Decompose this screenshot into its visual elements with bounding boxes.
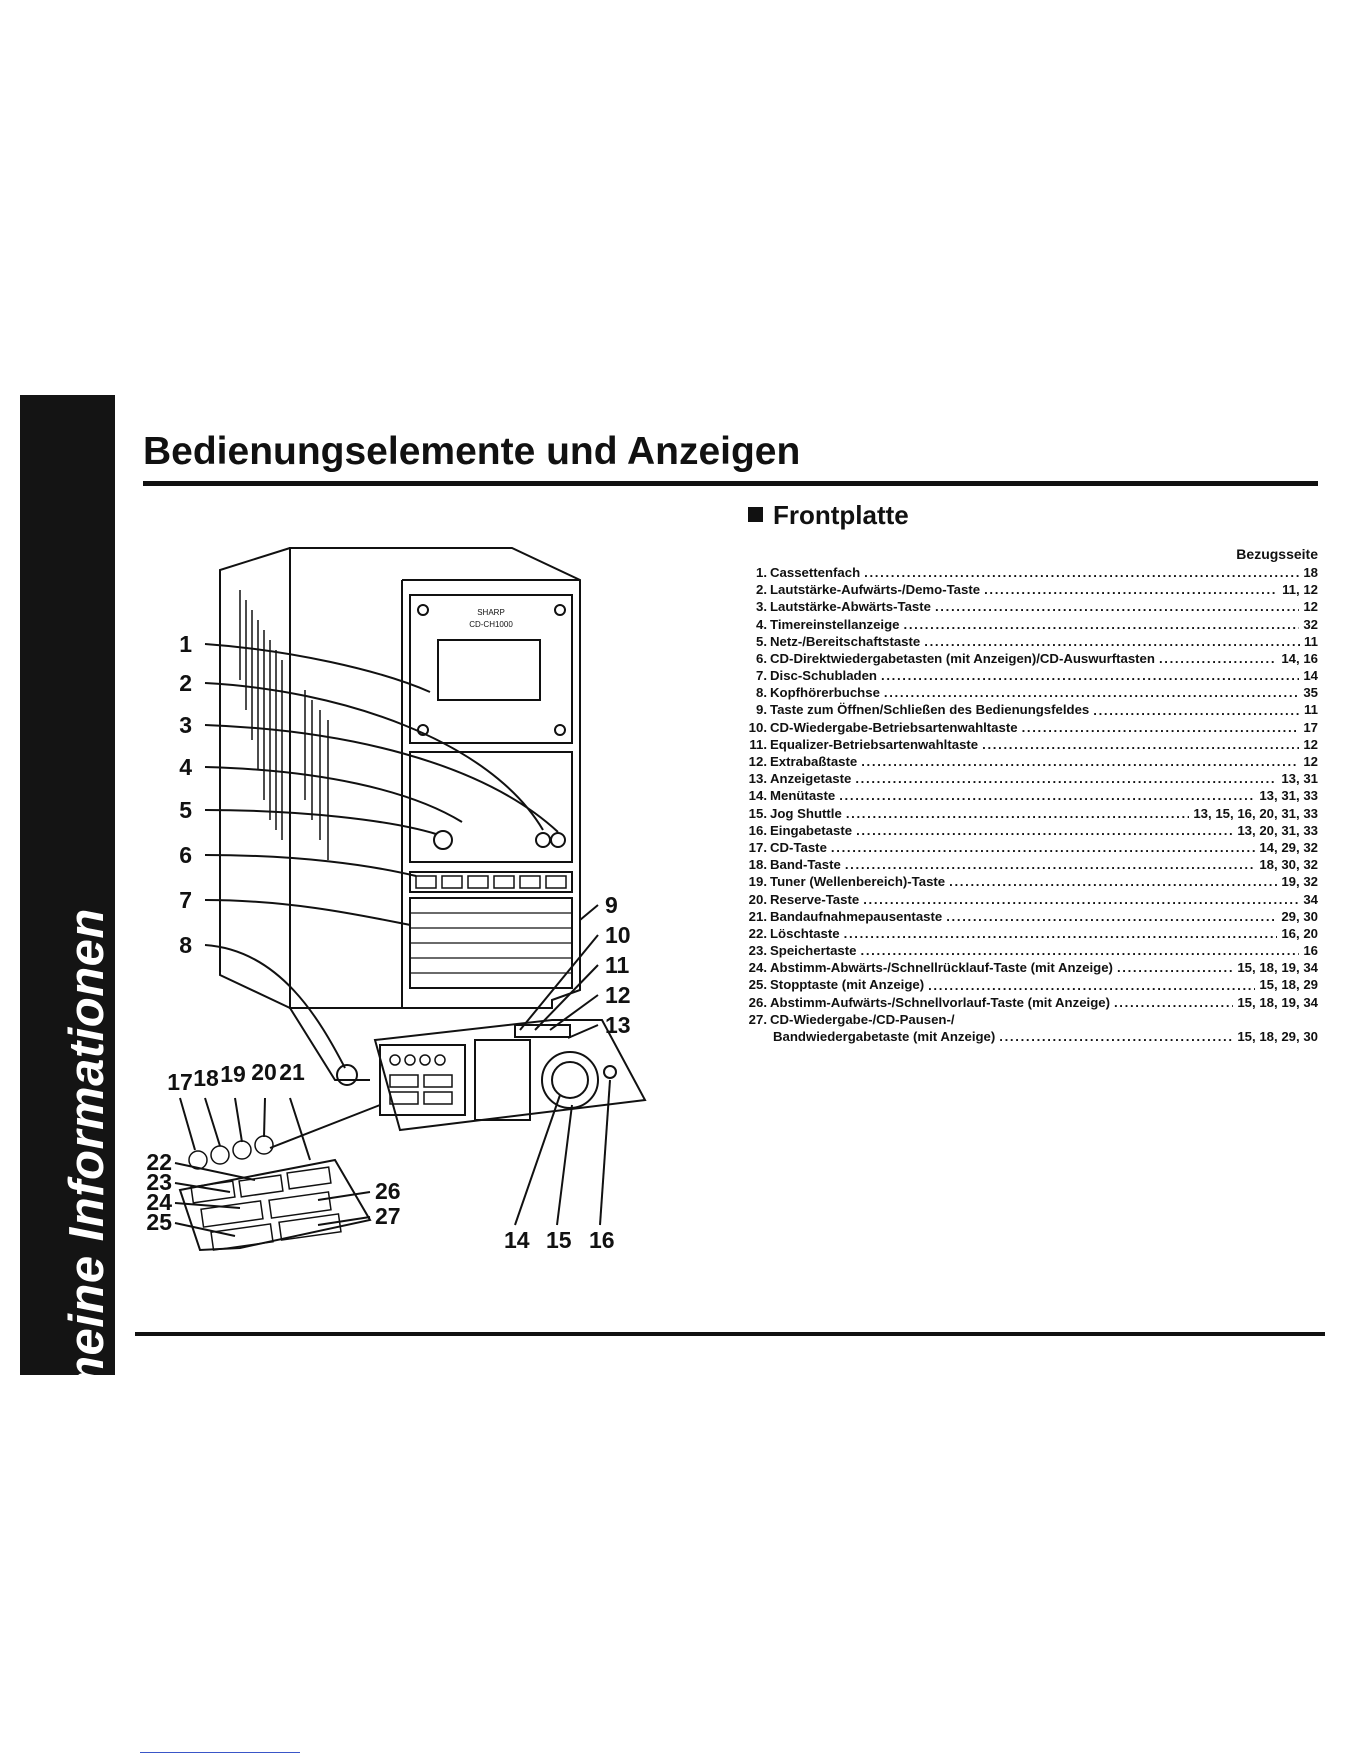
- item-label: Netz-/Bereitschaftstaste: [770, 633, 921, 649]
- dot-leader: [928, 977, 1255, 994]
- control-list-item: [748, 633, 1318, 650]
- item-pages: 12: [1303, 754, 1318, 770]
- dot-leader: [845, 856, 1255, 873]
- item-number: 15.: [748, 805, 767, 821]
- dot-leader: [924, 633, 1300, 650]
- callout-16: 16: [589, 1227, 615, 1253]
- callout-4: 4: [179, 754, 192, 780]
- item-number: 6.: [756, 650, 767, 666]
- item-label: Abstimm-Abwärts-/Schnellrücklauf-Taste (mit Anzeige): [770, 960, 1113, 976]
- control-list-item: [748, 616, 1318, 633]
- item-pages: 12: [1303, 599, 1318, 615]
- control-list-item: [748, 994, 1318, 1011]
- display-window: [438, 640, 540, 700]
- dot-leader: [846, 805, 1190, 822]
- item-label: Lautstärke-Abwärts-Taste: [770, 599, 931, 615]
- dot-leader: [904, 616, 1300, 633]
- item-label: Reserve-Taste: [770, 891, 860, 907]
- item-label: Menütaste: [770, 788, 836, 804]
- item-number: 1.: [756, 564, 767, 580]
- callout-3: 3: [179, 712, 192, 738]
- callout-23: 23: [146, 1169, 172, 1195]
- item-pages: 11: [1304, 633, 1318, 649]
- control-list-item: [748, 753, 1318, 770]
- section-title: [748, 500, 909, 531]
- item-pages: 15, 18, 29, 30: [1237, 1029, 1318, 1045]
- item-label: Jog Shuttle: [770, 805, 842, 821]
- item-number: 9.: [756, 702, 767, 718]
- callout-26: 26: [375, 1178, 401, 1204]
- item-pages: 13, 20, 31, 33: [1237, 822, 1318, 838]
- control-list-item: [748, 770, 1318, 787]
- item-label: Timereinstellanzeige: [770, 616, 900, 632]
- dot-leader: [856, 822, 1233, 839]
- item-number: 17.: [748, 839, 767, 855]
- item-pages: 13, 31: [1281, 771, 1318, 787]
- callout-11: 11: [605, 952, 630, 978]
- controls-list: [748, 564, 1318, 1045]
- cassette-panel: [410, 595, 572, 743]
- power-button: [434, 831, 452, 849]
- item-label: Bandaufnahmepausentaste: [770, 908, 943, 924]
- dot-leader: [855, 770, 1277, 787]
- item-pages: 18: [1303, 564, 1318, 580]
- control-list-item: [748, 684, 1318, 701]
- item-pages: 19, 32: [1281, 874, 1318, 890]
- item-label: Tuner (Wellenbereich)-Taste: [770, 874, 946, 890]
- dot-leader: [1093, 702, 1300, 719]
- item-label: Cassettenfach: [770, 564, 861, 580]
- item-number: 21.: [748, 908, 767, 924]
- control-list-item: [748, 805, 1318, 822]
- item-number: 14.: [748, 788, 767, 804]
- callout-24: 24: [146, 1189, 172, 1215]
- dot-leader: [861, 942, 1300, 959]
- control-list-item: [748, 1011, 1318, 1028]
- control-list-item: [748, 873, 1318, 890]
- control-list-item: [748, 787, 1318, 804]
- item-pages: 16, 20: [1281, 925, 1318, 941]
- dot-leader: [935, 598, 1299, 615]
- item-pages: 14, 16: [1281, 650, 1318, 666]
- item-pages: 15, 18, 19, 34: [1237, 960, 1318, 976]
- reference-page-header: Bezugsseite: [1236, 546, 1318, 562]
- callout-9: 9: [605, 892, 618, 918]
- dot-leader: [949, 873, 1277, 890]
- callout-7: 7: [179, 887, 192, 913]
- control-list-item: [748, 736, 1318, 753]
- item-label: Taste zum Öffnen/Schließen des Bedienungsfeldes: [770, 702, 1090, 718]
- callout-20: 20: [251, 1059, 277, 1085]
- control-list-item: [748, 925, 1318, 942]
- item-number: 13.: [748, 771, 767, 787]
- dot-leader: [884, 684, 1299, 701]
- control-list-item: [748, 719, 1318, 736]
- item-pages: 11, 12: [1282, 582, 1318, 598]
- control-list-item: [748, 598, 1318, 615]
- callout-2: 2: [179, 670, 192, 696]
- callout-13: 13: [605, 1012, 631, 1038]
- item-label: Extrabaßtaste: [770, 754, 858, 770]
- title-rule: [143, 481, 1318, 486]
- callout-14: 14: [504, 1227, 530, 1253]
- callout-10: 10: [605, 922, 631, 948]
- item-number: 19.: [748, 874, 767, 890]
- item-number: 12.: [748, 754, 767, 770]
- item-number: 10.: [748, 719, 767, 735]
- dot-leader: [881, 667, 1299, 684]
- dot-leader: [984, 581, 1278, 598]
- item-label: Eingabetaste: [770, 822, 853, 838]
- callout-6: 6: [179, 842, 192, 868]
- control-list-item: [748, 564, 1318, 581]
- item-number: 4.: [756, 616, 767, 632]
- item-number: 22.: [748, 925, 767, 941]
- tower-side: [220, 548, 290, 1008]
- callout-5: 5: [179, 797, 192, 823]
- item-pages: 14, 29, 32: [1259, 839, 1318, 855]
- dot-leader: [999, 1028, 1233, 1045]
- item-number: 24.: [748, 960, 767, 976]
- dot-leader: [946, 908, 1277, 925]
- item-label: Löschtaste: [770, 925, 840, 941]
- dot-leader: [959, 1011, 1314, 1028]
- item-pages: 18, 30, 32: [1259, 857, 1318, 873]
- item-label: CD-Direktwiedergabetasten (mit Anzeigen)/CD-Auswurftasten: [770, 650, 1155, 666]
- item-label: Band-Taste: [770, 857, 841, 873]
- callout-15: 15: [546, 1227, 572, 1253]
- callout-12: 12: [605, 982, 631, 1008]
- item-number: 20.: [748, 891, 767, 907]
- page-title: Bedienungselemente und Anzeigen: [143, 430, 801, 473]
- item-pages: 16: [1303, 943, 1318, 959]
- item-pages: 17: [1303, 719, 1318, 735]
- item-pages: 29, 30: [1281, 908, 1318, 924]
- item-number: 26.: [748, 994, 767, 1010]
- dot-leader: [861, 753, 1299, 770]
- dot-leader: [831, 839, 1255, 856]
- control-list-item: [748, 856, 1318, 873]
- control-list-item: [748, 702, 1318, 719]
- dot-leader: [1159, 650, 1277, 667]
- item-label: Anzeigetaste: [770, 771, 852, 787]
- sidebar-band: [20, 395, 115, 1717]
- control-list-item: [748, 839, 1318, 856]
- dot-leader: [1022, 719, 1300, 736]
- item-pages: 11: [1304, 702, 1318, 718]
- page-number: D-4: [60, 1695, 93, 1717]
- cd-button-row: [410, 872, 572, 892]
- item-number: 5.: [756, 633, 767, 649]
- item-number: 23.: [748, 943, 767, 959]
- control-list-item: [748, 667, 1318, 684]
- item-number: 2.: [756, 582, 767, 598]
- dot-leader: [864, 564, 1299, 581]
- control-list-item: [748, 942, 1318, 959]
- section-title-text: Frontplatte: [773, 500, 909, 530]
- item-pages: 13, 15, 16, 20, 31, 33: [1193, 805, 1318, 821]
- callout-8: 8: [179, 932, 192, 958]
- dot-leader: [982, 736, 1299, 753]
- control-list-item: [748, 908, 1318, 925]
- item-label: Equalizer-Betriebsartenwahltaste: [770, 736, 979, 752]
- callout-27: 27: [375, 1203, 401, 1229]
- item-number: 3.: [756, 599, 767, 615]
- item-label: Kopfhörerbuchse: [770, 685, 880, 701]
- control-list-item: [748, 822, 1318, 839]
- item-number: 25.: [748, 977, 767, 993]
- item-pages: 13, 31, 33: [1259, 788, 1318, 804]
- dot-leader: [863, 891, 1299, 908]
- footer-blue-rule: [140, 1752, 300, 1753]
- item-number: 27.: [748, 1011, 767, 1027]
- device-brand-label: SHARP: [477, 608, 505, 617]
- item-label: Lautstärke-Aufwärts-/Demo-Taste: [770, 582, 981, 598]
- headphone-jack: [337, 1065, 357, 1085]
- item-pages: 14: [1303, 668, 1318, 684]
- sidebar-section-label: Allgemeine Informationen: [60, 908, 114, 1522]
- console-slot: [475, 1040, 530, 1120]
- item-number: 18.: [748, 857, 767, 873]
- footer-rule: [135, 1332, 1325, 1336]
- callout-1: 1: [179, 631, 192, 657]
- control-list-item: [748, 977, 1318, 994]
- item-label: Speichertaste: [770, 943, 857, 959]
- control-list-item: [748, 650, 1318, 667]
- item-pages: 35: [1303, 685, 1318, 701]
- device-model-label: CD-CH1000: [469, 620, 513, 629]
- control-list-item: [748, 891, 1318, 908]
- item-label: Abstimm-Aufwärts-/Schnellvorlauf-Taste (mit Anzeige): [770, 994, 1110, 1010]
- bullet-square-icon: [748, 507, 763, 522]
- item-label: Stopptaste (mit Anzeige): [770, 977, 925, 993]
- item-pages: 15, 18, 19, 34: [1237, 994, 1318, 1010]
- volume-down-button: [551, 833, 565, 847]
- enter-button: [604, 1066, 616, 1078]
- device-illustration: [140, 520, 700, 1290]
- jog-shuttle: [542, 1052, 598, 1108]
- callout-19: 19: [220, 1061, 246, 1087]
- item-label: Bandwiedergabetaste (mit Anzeige): [773, 1029, 996, 1045]
- item-number: 16.: [748, 822, 767, 838]
- callout-22: 22: [146, 1149, 172, 1175]
- callout-21: 21: [279, 1059, 305, 1085]
- item-label: CD-Wiedergabe-/CD-Pausen-/: [770, 1011, 955, 1027]
- dot-leader: [844, 925, 1278, 942]
- dot-leader: [1117, 959, 1233, 976]
- control-list-item: [748, 959, 1318, 976]
- item-pages: 32: [1303, 616, 1318, 632]
- item-label: CD-Taste: [770, 839, 827, 855]
- dot-leader: [839, 787, 1255, 804]
- callout-18: 18: [193, 1065, 219, 1091]
- item-pages: 15, 18, 29: [1259, 977, 1318, 993]
- item-pages: 12: [1303, 736, 1318, 752]
- callout-25: 25: [146, 1209, 172, 1235]
- item-number: 7.: [756, 668, 767, 684]
- control-list-item: [748, 1028, 1318, 1045]
- item-number: 11.: [749, 736, 767, 752]
- control-list-item: [748, 581, 1318, 598]
- item-pages: 34: [1303, 891, 1318, 907]
- item-label: CD-Wiedergabe-Betriebsartenwahltaste: [770, 719, 1018, 735]
- callout-17: 17: [167, 1069, 193, 1095]
- item-number: 8.: [756, 685, 767, 701]
- dot-leader: [1114, 994, 1233, 1011]
- item-label: Disc-Schubladen: [770, 668, 877, 684]
- volume-up-button: [536, 833, 550, 847]
